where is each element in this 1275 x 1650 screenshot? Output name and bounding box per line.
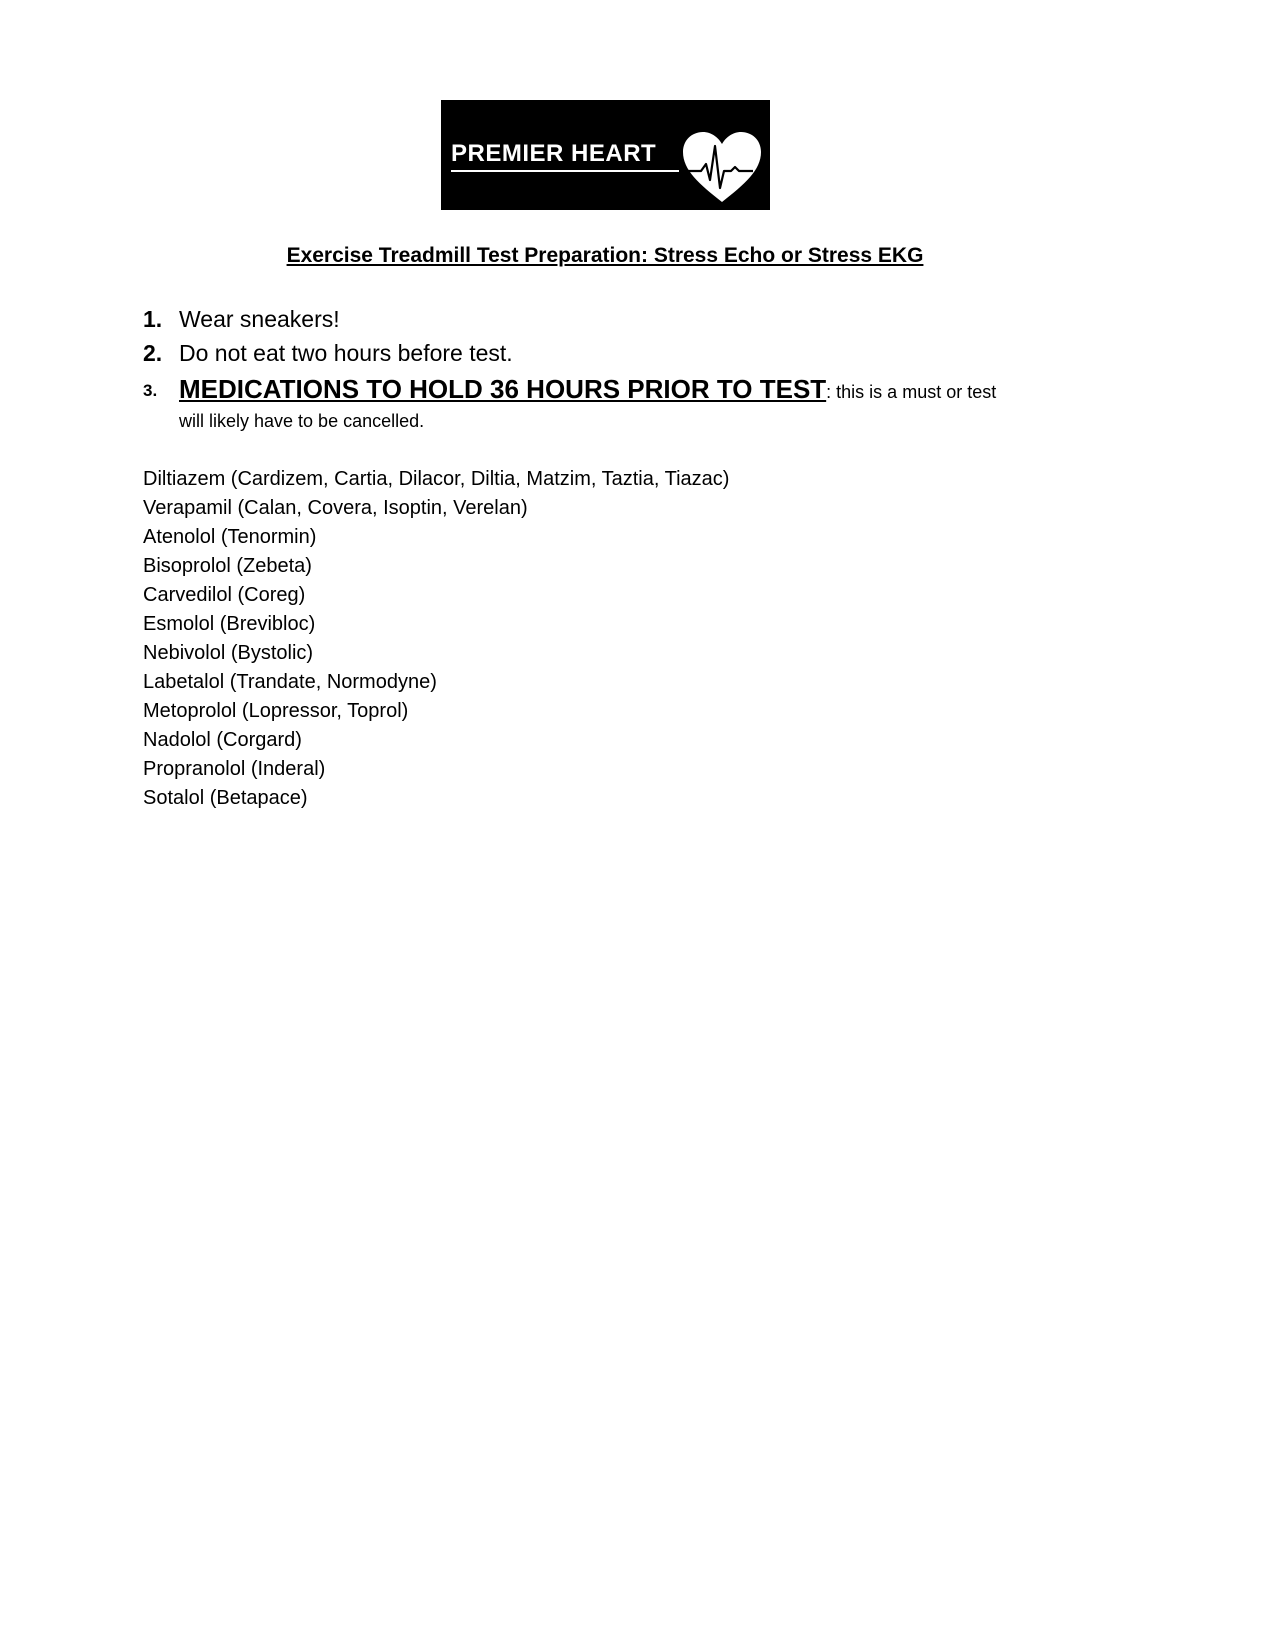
step-text: [179, 374, 996, 405]
medications-hold-heading: MEDICATIONS TO HOLD 36 HOURS PRIOR TO TEST: [179, 374, 827, 404]
step-number: 1.: [143, 306, 163, 332]
step-3-continuation: will likely have to be cancelled.: [179, 411, 425, 431]
step-number: 3.: [143, 381, 158, 400]
step-text: Do not eat two hours before test.: [179, 340, 513, 366]
logo-underline: [451, 170, 691, 172]
medication-list: [143, 465, 729, 813]
premier-heart-logo: [441, 100, 770, 210]
medication-item: Nadolol (Corgard): [143, 729, 302, 751]
heart-with-ekg-icon: [679, 128, 765, 206]
medication-item: Diltiazem (Cardizem, Cartia, Dilacor, Diltia, Matzim, Taztia, Tiazac): [143, 468, 730, 490]
medication-item: Esmolol (Brevibloc): [143, 613, 316, 635]
medication-item: Nebivolol (Bystolic): [143, 642, 314, 664]
step-3-note: : this is a must or test: [826, 382, 997, 402]
medication-item: Carvedilol (Coreg): [143, 584, 306, 606]
medication-item: Propranolol (Inderal): [143, 758, 326, 780]
medication-item: Verapamil (Calan, Covera, Isoptin, Verelan): [143, 497, 528, 519]
step-number: 2.: [143, 340, 163, 366]
medication-item: Labetalol (Trandate, Normodyne): [143, 671, 437, 693]
medication-item: Bisoprolol (Zebeta): [143, 555, 312, 577]
page-title: Exercise Treadmill Test Preparation: Stress Echo or Stress EKG: [286, 244, 924, 267]
step-text: Wear sneakers!: [179, 306, 340, 332]
medication-item: Metoprolol (Lopressor, Toprol): [143, 700, 409, 722]
logo-text: PREMIER HEART: [451, 140, 657, 167]
medication-item: Sotalol (Betapace): [143, 787, 308, 809]
medication-item: Atenolol (Tenormin): [143, 526, 317, 548]
